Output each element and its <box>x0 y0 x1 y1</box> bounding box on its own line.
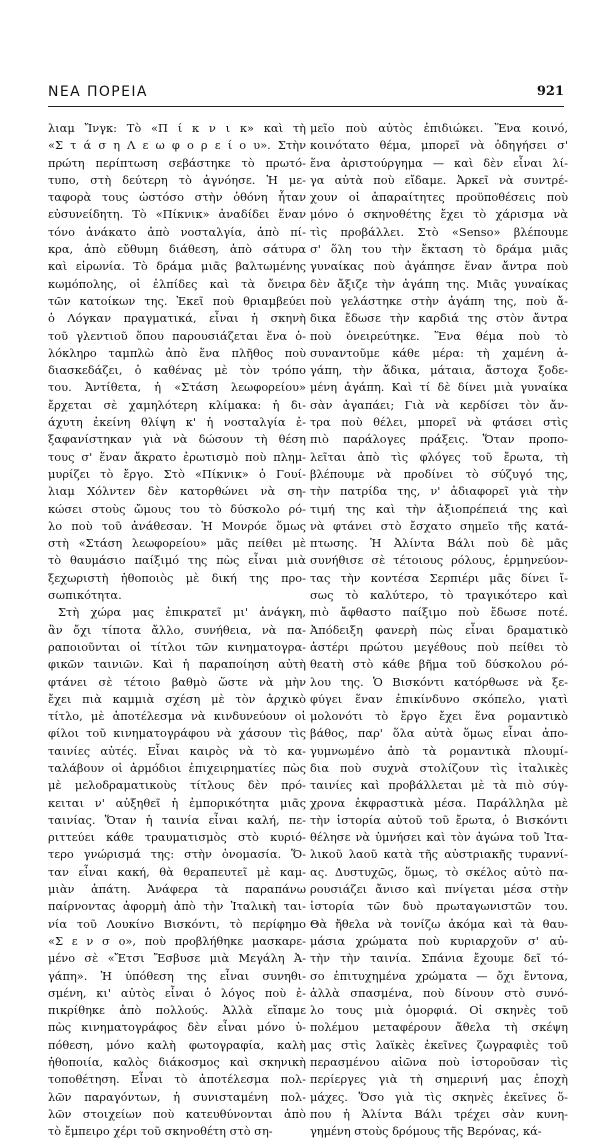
text-line: τοποθέτηση. Εἶναι τὸ ἀποτέλεσμα πολ- <box>48 1072 306 1087</box>
text-line: μόνο ὁ σκηνοθέτης ἔχει τὸ χάρισμα νὰ <box>310 207 568 222</box>
text-line: Στὴ χώρα μας ἐπικρατεῖ μι' ἀνάγκη, <box>58 605 306 620</box>
text-line: ἀστέρι πρώτου μεγέθους ποὺ πείθει τὸ <box>310 639 568 654</box>
text-line: πικρίθηκε ἀπὸ πολλούς. Ἀλλὰ εἴπαμε <box>48 1003 306 1018</box>
text-line: πολέμου μεταφέρουν ἄθελα τὴ σκέψη <box>310 1020 568 1035</box>
text-line: ἕνα ἀριστούργημα — καὶ δὲν εἶναι λί- <box>310 155 568 170</box>
text-line: ξαφανίστηκαν γιὰ νὰ δώσουν τὴ θέση <box>48 432 306 447</box>
text-line: γάπη». Ἡ ὑπόθεση της εἶναι συνηθι- <box>48 968 306 983</box>
text-line: ταινίες καὶ προβάλλεται μὲ τὰ πιὸ σύγ- <box>310 778 568 793</box>
text-line: τὸ ἔμπειρο χέρι τοῦ σκηνοθέτη στὸ ση- <box>48 1124 273 1139</box>
text-line: φύγει ἕναν ἐπικίνδυνο σκόπελο, γιατὶ <box>310 691 568 706</box>
text-line: μυρίζει τὸ ἔργο. Στὸ «Πίκνικ» ὁ Γουί- <box>48 466 306 481</box>
text-line: χρονα ἐκφραστικὰ μέσα. Παράλληλα μὲ <box>310 795 568 810</box>
text-line: τους σ' ἕναν ἄκρατο ἐρωτισμὸ ποὺ πλημ- <box>48 449 306 464</box>
text-line: σωπικότητα. <box>48 588 122 603</box>
text-line: πόθεση, μόνο καλὴ φωτογραφία, καλὴ <box>48 1037 306 1052</box>
text-line: μένο σὲ «Ἔτσι Ἔσβυσε μιὰ Μεγάλη Ἀ- <box>48 951 306 966</box>
text-line: ταν εἶναι κακή, θὰ θεραπευτεῖ μὲ καμ- <box>48 864 306 879</box>
text-line: κοινότατο θέμα, μπορεῖ νὰ ὁδηγήσει σ' <box>310 138 568 153</box>
text-line: άχυτη ἐκείνη θλίψη κ' ἡ νοσταλγία ἐ- <box>48 415 306 430</box>
text-line: βλέπουμε νὰ προδίνει τὸ σύζυγό της, <box>310 466 568 481</box>
text-line: τίτλο, μὲ ἀποτέλεσμα νὰ κινδυνεύουν οἱ <box>48 709 306 724</box>
text-line: χουν οἱ ἀπαραίτητες προϋποθέσεις ποὺ <box>310 190 568 205</box>
text-line: συναντοῦμε κάθε μέρα: τὴ χαμένη ἀ- <box>310 345 568 360</box>
text-line: διασκεδάζει, ὁ καθένας μὲ τὸν τρόπο <box>48 363 306 378</box>
text-line: τὶς προβάλλει. Στὸ «Senso» βλέπουμε <box>310 224 568 239</box>
text-line: μολονότι τὸ ἔργο ἔχει ἕνα ρομαντικὸ <box>310 709 568 724</box>
text-line: νὰ φτάνει στὸ ἔσχατο σημεῖο τῆς κατά- <box>310 518 568 533</box>
header-rule <box>48 106 564 107</box>
text-line: λόκληρο ταμπλὼ ἀπὸ ἕνα πλῆθος ποὺ <box>48 345 306 360</box>
text-line: λεῖται ἀπὸ τὶς φλόγες τοῦ ἔρωτα, τὴ <box>310 449 568 464</box>
text-line: Ἀπόδειξη φανερὴ πὼς εἶναι δραματικὸ <box>310 622 568 637</box>
text-line: φτάνει σὲ τέτοιο βαθμὸ ὥστε νὰ μὴν <box>48 674 306 689</box>
text-line: τὴν πατρίδα της, ν' ἀδιαφορεῖ γιὰ τὴν <box>310 484 568 499</box>
text-line: τρα ποὺ θέλει, μπορεῖ νὰ φτάσει στὶς <box>310 415 568 430</box>
text-line: τοῦ γλεντιοῦ ὅπου παρουσιάζεται ἕνα ὁ- <box>48 328 306 343</box>
text-line: κωμόπολης, οἱ ἐλπίδες καὶ τὰ ὄνειρα <box>48 276 306 291</box>
text-line: ραποιοῦνται οἱ τίτλοι τῶν κινηματογρα- <box>48 639 306 654</box>
text-line: του. Ἀντίθετα, ἡ «Στάση λεωφορείου» <box>48 380 306 395</box>
text-line: λῶν στοιχείων ποὺ κατευθύνονται ἀπὸ <box>48 1106 306 1121</box>
text-line: ἔρχεται σὲ χαμηλότερη κλίμακα: ἡ δι- <box>48 397 306 412</box>
text-line: περασμένου αἰῶνα ποὺ ἱστοροῦσαν τὶς <box>310 1055 568 1070</box>
text-line: ποὺ γελάστηκε στὴν ἀγάπη της, ποὺ ἄ- <box>310 293 568 308</box>
text-line: ριττεύει κάθε τραυματισμὸς στὸ κυριό- <box>48 830 306 845</box>
text-line: γημένη στοὺς δρόμους τῆς Βερόνας, κά- <box>310 1124 542 1139</box>
text-line: ταλάβουν οἱ ἁρμόδιοι ἐπιχειρηματίες πὼς <box>48 760 306 775</box>
text-line: κρα, ἀπὸ εὔθυμη διάθεση, ἀπὸ σάτυρα <box>48 242 306 257</box>
text-line: λο τους μιὰ ὁμορφιά. Οἱ σκηνὲς τοῦ <box>310 1003 568 1018</box>
text-line: πιὸ ἄφθαστο παίξιμο ποὺ ἔδωσε ποτέ. <box>310 605 568 620</box>
text-column-right <box>310 120 568 1141</box>
text-line: λιαμ Χόλντεν δὲν κατορθώνει νὰ ση- <box>48 484 306 499</box>
text-line: τὴν ἱστορία αὐτοῦ τοῦ ἔρωτα, ὁ Βισκόντι <box>310 812 568 827</box>
text-line: μας στὶς λαϊκὲς ἐκεῖνες ζωγραφιὲς τοῦ <box>310 1037 568 1052</box>
text-line: βάθος, παρ' ὅλα αὐτὰ ὅμως εἶναι ἀπο- <box>310 726 568 741</box>
text-line: τὴν τὴν ταινία. Σπάνια ἔχουμε δεῖ τό- <box>310 951 568 966</box>
text-line: εὐσυνείδητη. Τὸ «Πίκνικ» ἀναδίδει ἕναν <box>48 207 306 222</box>
running-header <box>48 84 564 102</box>
page-number: 921 <box>536 84 564 99</box>
text-line: «Σ τ ά σ η Λ ε ω φ ο ρ ε ί ο υ». Στὴν <box>48 138 306 153</box>
text-line: ταινίες αὐτές. Εἶναι καιρὸς νὰ τὸ κα- <box>48 743 306 758</box>
text-line: κώσει στοὺς ὤμους του τὸ δύσκολο ρό- <box>48 501 306 516</box>
text-line: λῶν παραγόντων, ἡ συνισταμένη πολ- <box>48 1089 306 1104</box>
text-line: λου της. Ὁ Βισκόντι κατόρθωσε νὰ ξε- <box>310 674 568 689</box>
text-line: ἱστορία τῶν δυὸ πρωταγωνιστῶν του. <box>310 899 568 914</box>
text-line: σως τὸ καλύτερο, τὸ τραγικότερο καὶ <box>310 588 568 603</box>
text-line: πιὸ παράλογες πράξεις. Ὅταν προπο- <box>310 432 568 447</box>
text-line: ρουσιάζει ἄνισο καὶ πνίγεται μέσα στὴν <box>310 882 568 897</box>
text-line: σο ἐπιτυχημένα χρώματα — ὄχι ἔντονα, <box>310 968 568 983</box>
text-line: σ' ὅλη του τὴν ἔκταση τὸ δράμα μιᾶς <box>310 242 568 257</box>
text-line: μένη ἀγάπη. Καὶ τί δὲ δίνει μιὰ γυναίκα <box>310 380 568 395</box>
text-line: ἔχει πιὰ καμμιὰ σχέση μὲ τὸν ἀρχικὸ <box>48 691 306 706</box>
text-line: ὁ Λόγκαν πραγματικά, εἶναι ἡ σκηνὴ <box>48 311 306 326</box>
text-line: γάπη, τὴν ἄδικα, μάταια, ἄστοχα ξοδε- <box>310 363 568 378</box>
text-line: τιμή της καὶ τὴν ἀξιοπρέπειά της καὶ <box>310 501 568 516</box>
text-line: ταινίας. Ὅταν ἡ ταινία εἶναι καλή, πε- <box>48 812 306 827</box>
journal-title: ΝΕΑ ΠΟΡΕΙΑ <box>48 84 148 100</box>
text-line: γυναίκας ποὺ ἀγάπησε ἕναν ἄντρα ποὺ <box>310 259 568 274</box>
text-line: τυπο, στὴ δεύτερη τὸ ἀγνόησε. Ἡ με- <box>48 172 306 187</box>
text-line: σμένη, κι' αὐτὸς εἶναι ὁ λόγος ποὺ ἐ- <box>48 985 306 1000</box>
text-line: μάσια χρώματα ποὺ κυριαρχοῦν σ' αὐ- <box>310 933 568 948</box>
text-line: περίεργες γιὰ τὴ σημερινή μας ἐποχὴ <box>310 1072 568 1087</box>
text-line: κειται ν' αὐξηθεῖ ἡ ἐμπορικότητα μιᾶς <box>48 795 306 810</box>
text-line: ποὺ ὀνειρεύτηκε. Ἕνα θέμα ποὺ τὸ <box>310 328 568 343</box>
text-line: δια ποὺ συχνὰ στολίζουν τὶς ἰταλικὲς <box>310 760 568 775</box>
text-line: γυμνωμένο ἀπὸ τὰ ρομαντικὰ πλουμί- <box>310 743 568 758</box>
text-line: μὲ μελοδραματικοὺς τίτλους δὲν πρό- <box>48 778 306 793</box>
text-line: γα αὐτὰ ποὺ εἴδαμε. Ἀρκεῖ νὰ συντρέ- <box>310 172 568 187</box>
text-line: «Σ ε ν σ ο», ποὺ προβλήθηκε μασκαρε- <box>48 933 306 948</box>
text-line: τόνο ἀνάκατο ἀπὸ νοσταλγία, ἀπὸ πί- <box>48 224 306 239</box>
text-line: ξεχωριστὴ ἠθοποιὸς μὲ δική της προ- <box>48 570 306 585</box>
text-line: δὲν ἄξιζε τὴν ἀγάπη της. Μιᾶς γυναίκας <box>310 276 568 291</box>
text-line: Θὰ ἤθελα νὰ τονίζω ἀκόμα καὶ τὰ θαυ- <box>310 916 568 931</box>
text-line: σὰν ἀγαπάει; Γιὰ νὰ κερδίσει τὸν ἄν- <box>310 397 568 412</box>
text-line: λο ποὺ τοῦ ἀνάθεσαν. Ἡ Μονρόε ὅμως <box>48 518 306 533</box>
text-line: ας. Δυστυχῶς, ὅμως, τὸ σκέλος αὐτὸ πα- <box>310 864 568 879</box>
text-line: φίλοι τοῦ κινηματογράφου νὰ χάσουν τὶς <box>48 726 306 741</box>
text-line: ἀλλὰ σπασμένα, ποὺ δίνουν στὸ συνό- <box>310 985 568 1000</box>
text-line: μάχες. Ὅσο γιὰ τὶς σκηνὲς ἐκεῖνες ὅ- <box>310 1089 568 1104</box>
text-line: καὶ εἰρωνία. Τὸ δράμα μιᾶς βαλτωμένης <box>48 259 306 274</box>
text-line: μεῖο ποὺ αὐτὸς ἐπιδιώκει. Ἕνα κοινό, <box>310 121 568 135</box>
text-line: τῶν κατοίκων της. Ἐκεῖ ποὺ θριαμβεύει <box>48 293 306 308</box>
text-line: λικοῦ λαοῦ κατὰ τῆς αὐστριακῆς τυραννί- <box>310 847 568 862</box>
text-line: ἂν ὄχι τίποτα ἄλλο, συνήθεια, νὰ πα- <box>48 622 306 637</box>
text-line: πὼς κινηματογράφος δὲν εἶναι μόνο ὑ- <box>48 1020 306 1035</box>
text-line: λιαμ Ἴνγκ: Τὸ «Π ί κ ν ι κ» καὶ τὴ <box>48 121 306 135</box>
text-line: συνήθισε σὲ τέτοιους ρόλους, ἑρμηνεύον- <box>310 553 568 568</box>
text-line: μιὰν ἀπάτη. Ἀνάφερα τὰ παραπάνω <box>48 882 306 897</box>
text-line: ἠθοποιία, καλὸς διάκοσμος καὶ σκηνικὴ <box>48 1055 306 1070</box>
text-line: ταφορὰ τους ὡστόσο στὴν ὀθόνη ἦταν <box>48 190 306 205</box>
text-line: στὴ «Στάση λεωφορείου» μᾶς πείθει μὲ <box>48 536 306 551</box>
text-line: φικῶν ταινιῶν. Καὶ ἡ παραποίηση αὐτὴ <box>48 657 306 672</box>
text-line: νία τοῦ Λουκίνο Βισκόντι, τὸ περίφημο <box>48 916 306 931</box>
text-line: που ἡ Ἀλίντα Βάλι τρέχει σὰν κυνη- <box>310 1106 568 1121</box>
text-line: τερο γνώρισμά της: στὴν ὀνομασία. Ὅ- <box>48 847 306 862</box>
text-line: πρώτη περίπτωση σεβάστηκε τὸ πρωτό- <box>48 155 306 170</box>
text-line: θέλησε νὰ ὑμνήσει καὶ τὸν ἀγώνα τοῦ Ἰτα- <box>310 830 568 845</box>
text-line: τας τὴν κοντέσα Σερπιέρι μᾶς δίνει ἴ- <box>310 570 568 585</box>
text-line: θεατὴ στὸ κάθε βῆμα τοῦ δύσκολου ρό- <box>310 657 568 672</box>
text-line: πτωσης. Ἡ Ἀλίντα Βάλι ποὺ δὲ μᾶς <box>310 536 568 551</box>
text-line: δικα ἔδωσε τὴν καρδιά της στὸν ἄντρα <box>310 311 568 326</box>
text-column-left <box>48 120 306 1141</box>
text-line: παίρνοντας ἀφορμὴ ἀπὸ τὴν Ἰταλικὴ ται- <box>48 899 306 914</box>
text-line: τὸ θαυμάσιο παίξιμό της πὼς εἶναι μιὰ <box>48 553 306 568</box>
